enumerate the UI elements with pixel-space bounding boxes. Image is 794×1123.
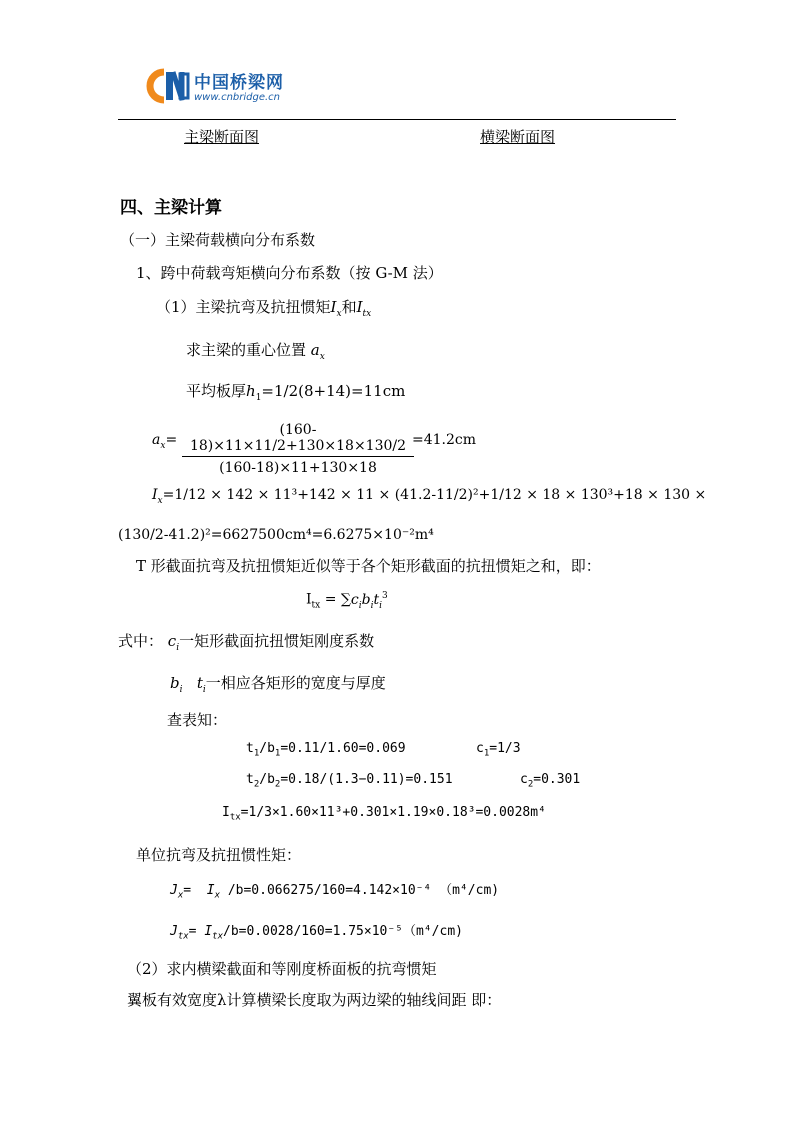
item-title: 1、跨中荷载弯矩横向分布系数（按 G-M 法） bbox=[136, 264, 443, 282]
lookup-label: 查表知： bbox=[167, 711, 228, 729]
where-label: 式中： bbox=[118, 632, 164, 650]
step1-text: （1）主梁抗弯及抗扭惯矩 bbox=[156, 298, 331, 316]
fraction-bar bbox=[182, 456, 414, 457]
avg-thickness-label: 平均板厚 bbox=[186, 382, 247, 400]
step2-title: （2）求内横梁截面和等刚度桥面板的抗弯惯矩 bbox=[127, 960, 437, 978]
itx-value: $I_{tx}=1/3\times 1.60\times 11^3+0.301\times 1.19\times 0.18^3=0.0028m^4$ bbox=[222, 805, 546, 823]
site-logo bbox=[144, 66, 314, 106]
wing-width-note: 翼板有效宽度λ计算横梁长度取为两边梁的轴线间距 即： bbox=[127, 991, 502, 1009]
jx-value: /b=0.066275/160=4.142×10⁻⁴ （m⁴/cm) bbox=[227, 883, 500, 898]
ci-description: 一矩形截面抗扭惯矩刚度系数 bbox=[179, 632, 375, 650]
ax-fraction bbox=[182, 422, 414, 476]
c1-value: $c_1=1/3$ bbox=[476, 741, 521, 759]
find-centroid: 求主梁的重心位置 $a_x$ bbox=[186, 341, 325, 362]
unit-inertia-label: 单位抗弯及抗扭惯性矩： bbox=[136, 846, 302, 864]
ax-symbol: $a_x=$ bbox=[152, 432, 178, 451]
fraction-denominator: (160-18)×11+130×18 bbox=[219, 460, 377, 476]
t1-b1-value: =0.11/1.60=0.069 bbox=[280, 741, 406, 756]
jtx-value: /b=0.0028/160=1.75×10⁻⁵（m⁴/cm) bbox=[223, 924, 463, 939]
cnbridge-logo-icon bbox=[144, 66, 190, 106]
ax-result: =41.2cm bbox=[412, 432, 477, 448]
header-divider bbox=[118, 119, 676, 120]
c2-text: =0.301 bbox=[533, 772, 581, 787]
t2-b2-value: =0.18/(1.3−0.11)=0.151 bbox=[280, 772, 453, 787]
find-centroid-text: 求主梁的重心位置 bbox=[186, 341, 307, 359]
fraction-numerator: (160-18)×11×11/2+130×18×130/2 bbox=[189, 422, 407, 454]
jx-formula: $J_x= I_x$ /b=0.066275/160=4.142×10⁻⁴ （m⁴/cm) bbox=[170, 883, 500, 901]
subsection-title: （一）主梁荷载横向分布系数 bbox=[120, 231, 316, 249]
section-title: 四、主梁计算 bbox=[120, 198, 222, 218]
where-bt: $b_i$ $t_i$一相应各矩形的宽度与厚度 bbox=[170, 674, 386, 695]
step1-title: （1）主梁抗弯及抗扭惯矩$I_x$和$I_{tx}$ bbox=[156, 298, 372, 319]
logo-name: 中国桥梁网 bbox=[194, 73, 284, 93]
caption-cross-beam: 横梁断面图 bbox=[480, 128, 556, 146]
logo-url: www.cnbridge.cn bbox=[194, 92, 281, 103]
itx-value-text: =1/3×1.60×11³+0.301×1.19×0.18³=0.0028m⁴ bbox=[240, 805, 546, 820]
jtx-formula: $J_{tx}= I_{tx}/b=0.0028/160=1.75\times 10^{-5}(m^4/cm)$ bbox=[170, 924, 463, 942]
avg-thickness: 平均板厚$h_1=1/2(8+14)=11cm$ bbox=[186, 382, 406, 403]
c2-value: $c_2=0.301$ bbox=[520, 772, 581, 790]
bt-description: 一相应各矩形的宽度与厚度 bbox=[205, 674, 386, 692]
itx-formula-text: = ∑ bbox=[324, 591, 351, 608]
caption-main-beam: 主梁断面图 bbox=[184, 128, 260, 146]
ix-line-2: (130/2-41.2)²=6627500cm⁴=6.6275×10⁻²m⁴ bbox=[118, 527, 434, 543]
t2-b2-ratio: $t_2/b_2=0.18/(1.3-0.11)=0.151$ bbox=[246, 772, 453, 790]
itx-formula: $I_{tx} = \sum c_ib_it_i^3$ bbox=[306, 591, 388, 611]
t-section-note: T 形截面抗弯及抗扭惯矩近似等于各个矩形截面的抗扭惯矩之和，即： bbox=[136, 557, 601, 575]
step1-and: 和 bbox=[341, 298, 357, 316]
ix-line-1-text: =1/12 × 142 × 11³+142 × 11 × (41.2-11/2)²+1/12 × 18 × 130³+18 × 130 × bbox=[162, 487, 707, 503]
c1-text: =1/3 bbox=[489, 741, 521, 756]
t1-b1-ratio: $t_1/b_1=0.11/1.60=0.069$ bbox=[246, 741, 406, 759]
ix-line-1: $I_x=1/12 \times 142 \times 11^3+142 \times 11 \times (41.2-11/2)^2+1/12 \times 18 \times 130^3+18 \times 130$ × bbox=[152, 487, 707, 506]
where-ci: 式中： $c_i$一矩形截面抗扭惯矩刚度系数 bbox=[118, 632, 375, 653]
avg-thickness-value: =1/2(8+14)=11cm bbox=[261, 382, 406, 400]
